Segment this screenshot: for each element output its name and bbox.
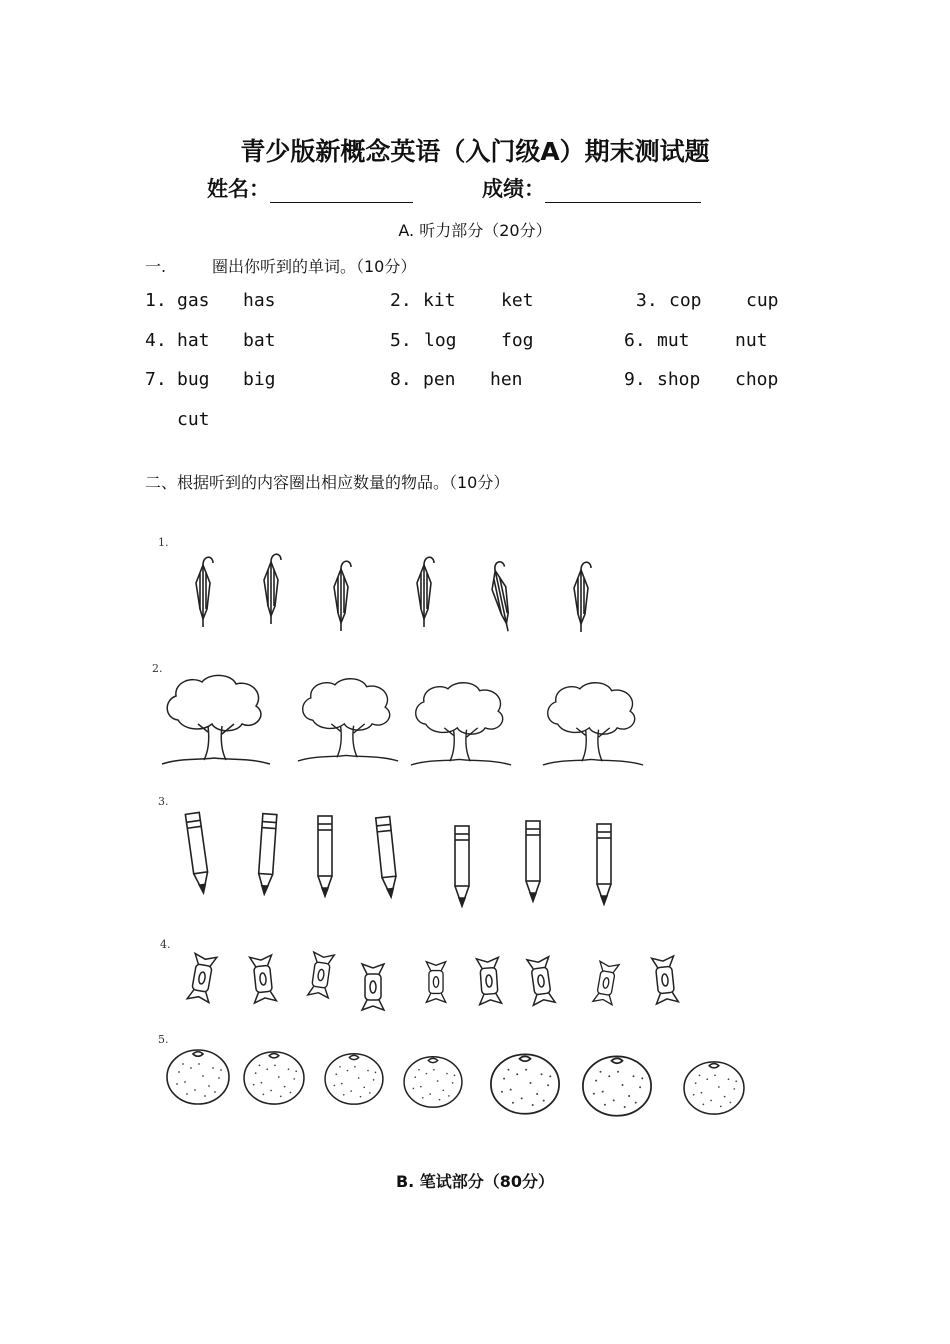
umbrella-icon[interactable] [566,558,596,636]
word-option[interactable]: hat [177,330,210,351]
row-number: 1. [158,536,169,549]
word-option[interactable]: ket [501,290,534,311]
word-option[interactable]: fog [501,330,534,351]
pencil-icon[interactable] [448,822,476,912]
pencil-icon[interactable] [519,817,547,907]
part-b-heading: B. 笔试部分（80分） [395,1172,555,1191]
pencil-icon[interactable] [253,810,281,900]
pencil-icon[interactable] [373,813,401,903]
tree-icon[interactable] [160,672,272,772]
candy-icon[interactable] [648,951,682,1009]
word-option[interactable]: log [424,330,457,351]
candy-icon[interactable] [356,956,390,1018]
score-label: 成绩： [482,177,545,201]
q2-instruction: 二、根据听到的内容圈出相应数量的物品。（10分） [145,473,510,492]
candy-icon[interactable] [591,958,621,1008]
item-number: 3. [636,290,658,311]
word-option[interactable]: nut [735,330,768,351]
item-number: 5. [390,330,412,351]
item-number: 7. [145,369,167,390]
candy-icon[interactable] [246,950,280,1008]
umbrella-icon[interactable] [326,557,356,635]
candy-icon[interactable] [472,951,506,1011]
word-option[interactable]: bug [177,369,210,390]
q1-instruction: 圈出你听到的单词。（10分） [212,257,417,276]
umbrella-icon[interactable] [409,553,439,631]
name-label: 姓名： [207,177,270,201]
word-option[interactable]: bat [243,330,276,351]
umbrella-icon[interactable] [485,558,517,636]
score-blank[interactable] [545,180,701,203]
part-a-heading: A. 听力部分（20分） [398,221,552,240]
q1-marker: 一. [145,257,167,276]
name-field [207,173,413,203]
candy-icon[interactable] [421,956,451,1008]
score-field [482,173,701,203]
pencil-icon[interactable] [184,809,212,899]
word-option[interactable]: mut [657,330,690,351]
page-title: 青少版新概念英语（入门级A）期末测试题 [240,137,710,166]
orange-icon[interactable] [401,1053,465,1109]
word-option[interactable]: pen [423,369,456,390]
name-blank[interactable] [270,180,413,203]
orange-icon[interactable] [241,1048,307,1106]
orange-icon[interactable] [681,1058,747,1116]
row-number: 4. [160,938,171,951]
word-option[interactable]: cup [746,290,779,311]
row-number: 3. [158,795,169,808]
item-number: 6. [624,330,646,351]
row-number: 2. [152,662,163,675]
umbrella-icon[interactable] [256,550,286,628]
word-option[interactable]: chop [735,369,779,390]
pencil-icon[interactable] [311,812,339,902]
candy-icon[interactable] [524,950,558,1012]
word-option[interactable]: cut [177,409,210,430]
word-option[interactable]: cop [669,290,702,311]
word-option[interactable]: hen [490,369,523,390]
tree-icon[interactable] [409,678,513,774]
pencil-icon[interactable] [590,820,618,910]
row-number: 5. [158,1033,169,1046]
candy-icon[interactable] [185,953,219,1003]
orange-icon[interactable] [486,1050,564,1116]
word-option[interactable]: shop [657,369,701,390]
item-number: 8. [390,369,412,390]
word-option[interactable]: kit [423,290,456,311]
word-option[interactable]: gas [177,290,210,311]
word-option[interactable]: big [243,369,276,390]
orange-icon[interactable] [579,1052,655,1118]
orange-icon[interactable] [165,1046,231,1106]
umbrella-icon[interactable] [188,553,218,631]
candy-icon[interactable] [305,950,337,1000]
orange-icon[interactable] [322,1050,386,1106]
item-number: 2. [390,290,412,311]
word-option[interactable]: has [243,290,276,311]
item-number: 9. [624,369,646,390]
tree-icon[interactable] [541,678,645,774]
tree-icon[interactable] [296,672,400,772]
item-number: 4. [145,330,167,351]
item-number: 1. [145,290,167,311]
